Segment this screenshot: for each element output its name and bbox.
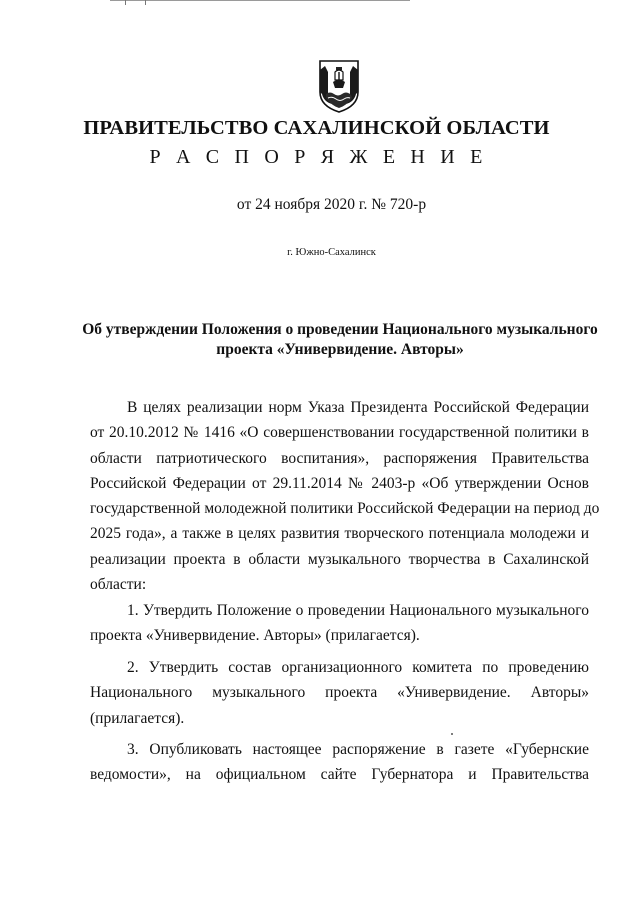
text-line: от 20.10.2012 № 1416 «О совершенствовании государственной политики в <box>90 424 589 442</box>
document-city: г. Южно-Сахалинск <box>287 247 376 258</box>
text-line: государственной молодежной политики Российской Федерации на период до <box>90 500 600 518</box>
text-line: 3. Опубликовать настоящее распоряжение в газете «Губернские <box>127 741 589 758</box>
paragraph-item-1 <box>90 598 589 649</box>
scan-tick-mark <box>145 0 146 5</box>
text-line: Российской Федерации от 29.11.2014 № 2403-р «Об утверждении Основ <box>90 474 589 492</box>
paragraph-preamble <box>90 395 600 597</box>
document-date-number: от 24 ноября 2020 г. № 720-р <box>236 196 427 213</box>
text-line: 2. Утвердить состав организационного комитета по проведению <box>127 659 589 676</box>
text-line: (прилагается). <box>90 709 185 727</box>
text-line: области: <box>90 576 147 594</box>
text-line: ведомости», на официальном сайте Губернатора и Правительства <box>90 766 589 784</box>
document-type: Р А С П О Р Я Ж Е Н И Е <box>149 146 488 168</box>
document-subject <box>80 320 600 360</box>
text-line: В целях реализации норм Указа Президента Российской Федерации <box>127 399 589 416</box>
paragraph-item-2 <box>90 655 589 731</box>
text-line: Национального музыкального проекта «Универвидение. Авторы» <box>90 684 589 702</box>
subject-line: Об утверждении Положения о проведении Национального музыкального <box>82 321 598 338</box>
text-line: реализации проекта в области музыкального творчества в Сахалинской <box>90 550 589 568</box>
text-line: 1. Утвердить Положение о проведении Национального музыкального <box>127 602 589 619</box>
scan-edge-line <box>110 0 410 1</box>
text-line: проекта «Универвидение. Авторы» (прилагается). <box>90 627 420 645</box>
scan-tick-mark <box>125 0 126 5</box>
scan-speck <box>451 733 453 735</box>
sakhalin-coat-of-arms-icon <box>316 58 362 114</box>
paragraph-item-3 <box>90 737 589 788</box>
subject-line: проекта «Универвидение. Авторы» <box>216 341 464 358</box>
text-line: 2025 года», а также в целях развития творческого потенциала молодежи и <box>90 525 589 543</box>
government-title: ПРАВИТЕЛЬСТВО САХАЛИНСКОЙ ОБЛАСТИ <box>83 117 550 139</box>
text-line: области патриотического воспитания», распоряжения Правительства <box>90 449 589 467</box>
